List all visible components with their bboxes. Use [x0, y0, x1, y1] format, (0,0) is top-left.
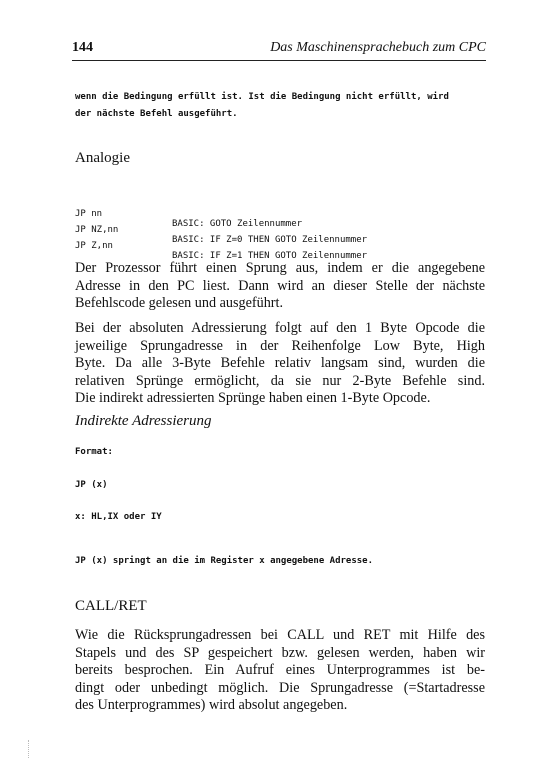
register-list: x: HL,IX oder IY — [75, 512, 162, 522]
format-label: Format: — [75, 447, 113, 457]
indirect-description: JP (x) springt an die im Register x angegebene Adresse. — [75, 556, 374, 566]
paragraph-line: Byte. Da alle 3-Byte Befehle relativ langsam sind, wurden die — [75, 355, 485, 371]
paragraph-line: des Unterprogrammes) wird absolut angegeben. — [75, 697, 348, 713]
running-title: Das Maschinensprachebuch zum CPC — [270, 40, 486, 55]
paragraph-line: bereits besprochen. Ein Aufruf eines Unterprogrammes ist be- — [75, 662, 485, 678]
paragraph-line: Der Prozessor führt einen Sprung aus, indem er die angegebene — [75, 260, 485, 276]
paragraph-line: Bei der absoluten Adressierung folgt auf den 1 Byte Opcode die — [75, 320, 485, 336]
paragraph-line: relativen Sprünge ermöglicht, da sie nur 2-Byte Befehle sind. — [75, 372, 485, 389]
paragraph-line: Adresse in den PC liest. Dann wird an dieser Stelle der nächste — [75, 277, 485, 294]
section-heading-indirekte-adressierung: Indirekte Adressierung — [75, 413, 212, 429]
format-value: JP (x) — [75, 480, 108, 490]
paragraph-line: Befehlscode gelesen und ausgeführt. — [75, 295, 284, 311]
intro-line: wenn die Bedingung erfüllt ist. Ist die Bedingung nicht erfüllt, wird — [75, 92, 449, 102]
page-number: 144 — [72, 40, 93, 55]
code-row — [75, 199, 303, 229]
opcode: JP Z,nn — [75, 241, 113, 251]
paragraph-line: Wie die Rücksprungadressen bei CALL und RET mit Hilfe des — [75, 627, 485, 643]
opcode: JP NZ,nn — [75, 225, 119, 235]
paragraph-absolute-adressierung — [75, 320, 485, 408]
basic-equivalent: BASIC: IF Z=1 THEN GOTO Zeilennummer — [172, 251, 368, 261]
paragraph-line: Stapels und des SP gespeichert bzw. gelesen werden, haben wir — [75, 644, 485, 661]
paragraph-callret — [75, 627, 485, 715]
scan-margin-mark — [28, 740, 30, 758]
basic-equivalent: BASIC: IF Z=0 THEN GOTO Zeilennummer — [172, 235, 368, 245]
section-heading-callret: CALL/RET — [75, 598, 147, 614]
analogie-code-table — [75, 199, 368, 261]
intro-text — [75, 92, 449, 122]
paragraph-prozessor — [75, 260, 485, 313]
opcode: JP nn — [75, 209, 103, 219]
paragraph-line: jeweilige Sprungadresse in der Reihenfolge Low Byte, High — [75, 337, 485, 354]
paragraph-line: dingt oder unbedingt möglich. Die Sprungadresse (=Startadresse — [75, 679, 485, 696]
intro-line: der nächste Befehl ausgeführt. — [75, 109, 238, 119]
page-header — [72, 40, 486, 61]
paragraph-line: Die indirekt adressierten Sprünge haben einen 1-Byte Opcode. — [75, 390, 431, 406]
section-heading-analogie: Analogie — [75, 150, 130, 166]
basic-equivalent: BASIC: GOTO Zeilennummer — [172, 219, 303, 229]
